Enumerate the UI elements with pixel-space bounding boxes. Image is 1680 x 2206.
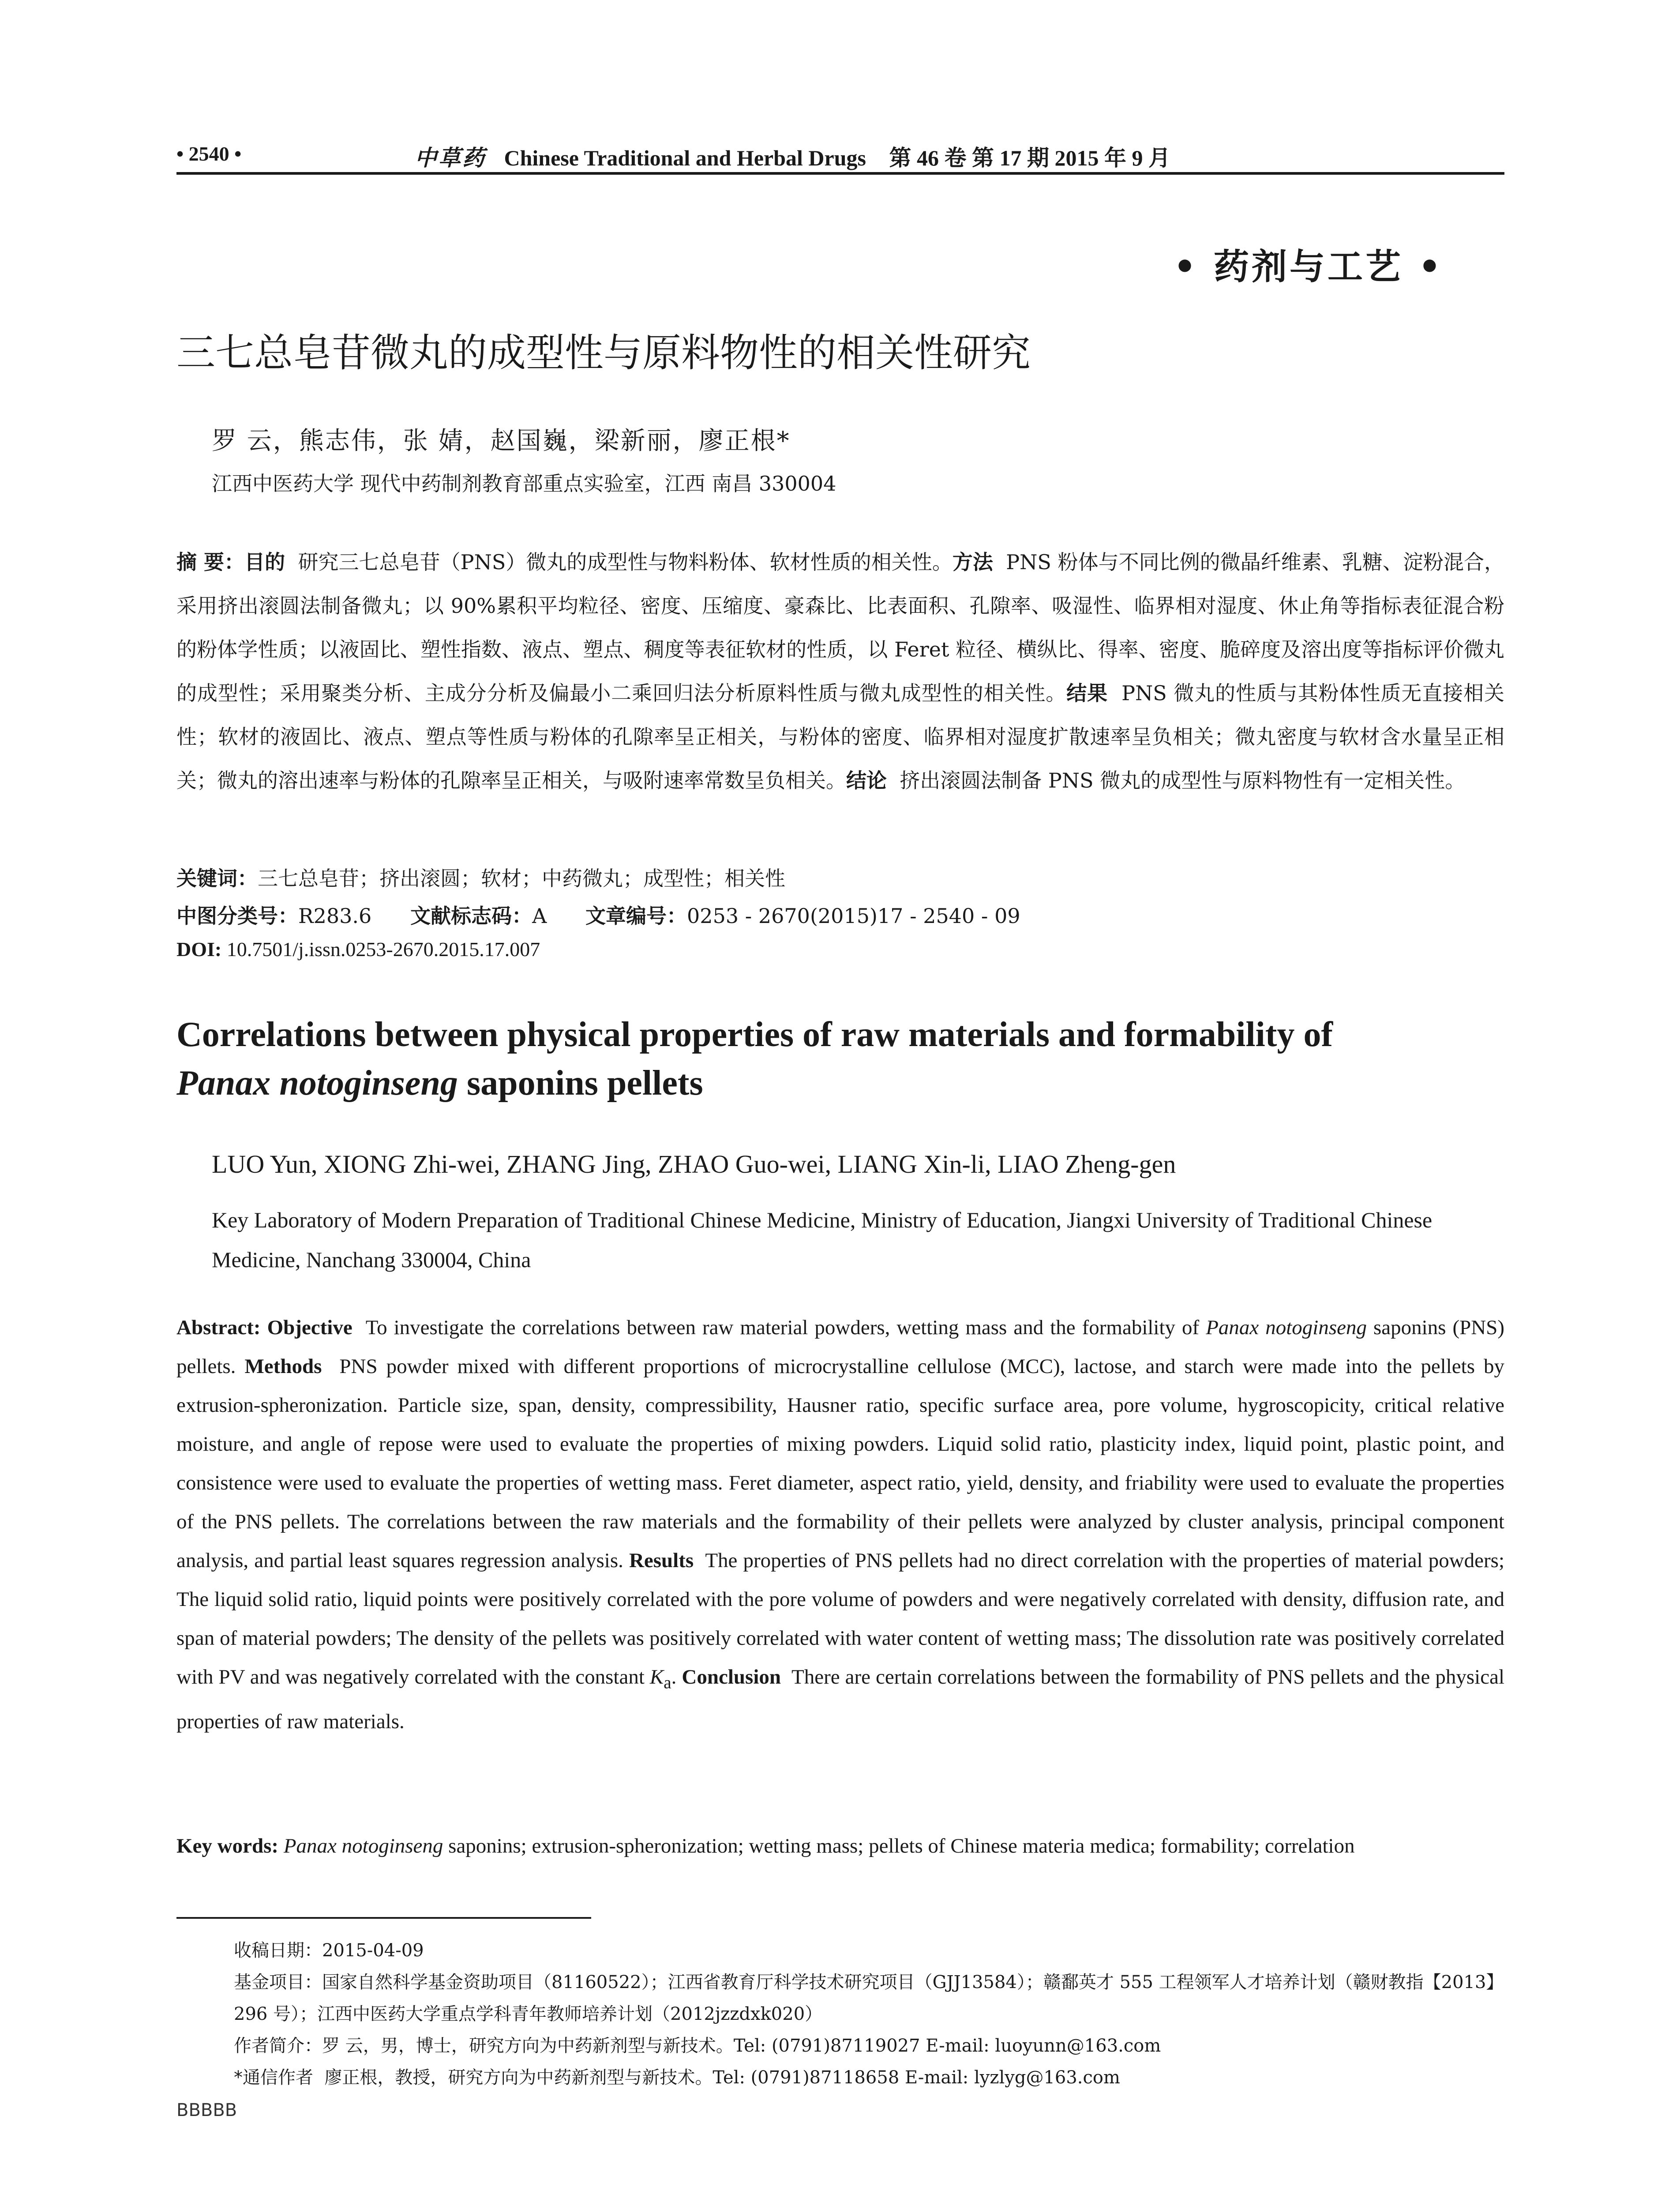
received-date: 2015-04-09 (322, 1940, 424, 1961)
title-en-species: Panax notoginseng (176, 1064, 458, 1103)
results-cn-label: 结果 (1066, 681, 1108, 705)
page-mark: BBBBB (176, 2100, 237, 2120)
title-cn: 三七总皂苷微丸的成型性与原料物性的相关性研究 (176, 330, 1031, 375)
column-label: • 药剂与工艺 • (1174, 246, 1444, 287)
footnote-rule (176, 1917, 591, 1919)
results-en-pre: The properties of PNS pellets had no direct correlation with the properties of material powders; The liquid solid ratio, liquid points were positively correlated with the pore volume of powders and were negatively correlated with density, diffusion rate, and span of material powders; The density of the pellets was positively correlated with water content of wetting mass; The dissolution rate was positively correlated with PV and was negatively correlated with the constant (176, 1549, 1505, 1688)
methods-cn-label: 方法 (952, 550, 993, 574)
title-en-line2-rest: saponins pellets (458, 1064, 703, 1103)
received-label: 收稿日期： (234, 1940, 322, 1961)
footnote-author (234, 2030, 1504, 2062)
issue-info: 第 46 卷 第 17 期 2015 年 9 月 (889, 146, 1170, 170)
running-header (415, 140, 1170, 172)
results-en-constant-sub: a (664, 1673, 671, 1692)
journal-name-en: Chinese Traditional and Herbal Drugs (504, 146, 866, 170)
footnote-received (234, 1935, 1504, 1966)
classification-line (176, 900, 1020, 929)
clc-label: 中图分类号： (176, 904, 298, 928)
conclusion-en: There are certain correlations between the formability of PNS pellets and the physical properties of raw materials. (176, 1666, 1505, 1733)
header-rule (176, 172, 1504, 175)
abstract-cn (176, 540, 1504, 803)
keywords-en-species: Panax notoginseng (283, 1835, 443, 1857)
footnotes (234, 1935, 1504, 2093)
keywords-cn-label: 关键词： (176, 867, 258, 890)
abstract-en-label: Abstract: (176, 1316, 261, 1339)
objective-en-post: saponins (PNS) pellets. (176, 1316, 1505, 1378)
keywords-en-text: saponins; extrusion-spheronization; wetting mass; pellets of Chinese materia medica; formability; correlation (443, 1835, 1355, 1857)
article-no: 0253 - 2670(2015)17 - 2540 - 09 (687, 904, 1020, 928)
corresponding-label: *通信作者 (234, 2067, 313, 2088)
conclusion-cn-label: 结论 (846, 769, 887, 792)
results-en-label: Results (629, 1549, 694, 1572)
affiliation-en: Key Laboratory of Modern Preparation of Traditional Chinese Medicine, Ministry of Education, Jiangxi University of Traditional Chinese Medicine, Nanchang 330004, China (212, 1208, 1432, 1272)
objective-cn: 研究三七总皂苷（PNS）微丸的成型性与物料粉体、软材性质的相关性。 (298, 550, 952, 574)
fund-label: 基金项目： (234, 1972, 322, 1992)
doi-line (176, 938, 540, 961)
title-en-line2 (176, 1059, 1504, 1107)
objective-en-species: Panax notoginseng (1206, 1316, 1367, 1339)
author-bio-label: 作者简介： (234, 2036, 322, 2056)
doc-code-label: 文献标志码： (410, 904, 532, 928)
abstract-en (176, 1308, 1504, 1741)
objective-cn-label: 目的 (244, 550, 285, 574)
methods-cn: PNS 粉体与不同比例的微晶纤维素、乳糖、淀粉混合，采用挤出滚圆法制备微丸；以 90%累积平均粒径、密度、压缩度、豪森比、比表面积、孔隙率、吸湿性、临界相对湿度、休止角等指标表征混合粉的粉体学性质；以液固比、塑性指数、液点、塑点、稠度等表征软材的性质，以 Feret 粒径、横纵比、得率、密度、脆碎度及溶出度等指标评价微丸的成型性；采用聚类分析、主成分分析及偏最小二乘回归法分析原料性质与微丸成型性的相关性。 (176, 550, 1505, 705)
conclusion-cn: 挤出滚圆法制备 PNS 微丸的成型性与原料物性有一定相关性。 (900, 769, 1466, 792)
results-en-post: . (671, 1666, 677, 1688)
footnote-corresponding (234, 2062, 1504, 2093)
journal-name-cn: 中草药 (415, 145, 486, 171)
methods-en-label: Methods (244, 1355, 322, 1378)
doc-code: A (532, 904, 547, 928)
page-number: • 2540 • (176, 143, 242, 165)
methods-en: PNS powder mixed with different proportions of microcrystalline cellulose (MCC), lactose, and starch were made into the pellets by extrusion-spheronization. Particle size, span, density, compressibility, Hausner ratio, specific surface area, pore volume, hygroscopicity, critical relative moisture, and angle of repose were used to evaluate the properties of mixing powders. Liquid solid ratio, plasticity index, liquid point, plastic point, and consistence were used to evaluate the properties of wetting mass. Feret diameter, aspect ratio, yield, density, and friability were used to evaluate the properties of the PNS pellets. The correlations between the raw materials and the formability of their pellets were analyzed by cluster analysis, principal component analysis, and partial least squares regression analysis. (176, 1355, 1505, 1572)
author-bio: 罗 云，男，博士，研究方向为中药新剂型与新技术。Tel: (0791)87119027 E-mail: luoyunn@163.com (322, 2036, 1161, 2056)
fund-text: 国家自然科学基金资助项目（81160522）；江西省教育厅科学技术研究项目（GJJ13584）；赣鄱英才 555 工程领军人才培养计划（赣财教指【2013】296 号）；江西中医药大学重点学科青年教师培养计划（2012jzzdxk020） (234, 1972, 1504, 2024)
abstract-cn-label: 摘 要： (176, 550, 245, 574)
title-en-line1: Correlations between physical properties of raw materials and formability of (176, 1015, 1333, 1054)
keywords-en-label: Key words: (176, 1835, 279, 1857)
footnote-fund (234, 1966, 1504, 2030)
results-cn: PNS 微丸的性质与其粉体性质无直接相关性；软材的液固比、液点、塑点等性质与粉体的孔隙率呈正相关，与粉体的密度、临界相对湿度扩散速率呈负相关；微丸密度与软材含水量呈正相关；微丸的溶出速率与粉体的孔隙率呈正相关，与吸附速率常数呈负相关。 (176, 681, 1505, 792)
doi-label: DOI: (176, 938, 222, 960)
results-en-constant: K (649, 1666, 664, 1688)
clc-code: R283.6 (298, 904, 372, 928)
conclusion-en-label: Conclusion (682, 1666, 781, 1688)
affiliation-cn: 江西中医药大学 现代中药制剂教育部重点实验室，江西 南昌 330004 (212, 472, 836, 495)
article-no-label: 文章编号： (585, 904, 687, 928)
corresponding-text: 廖正根，教授，研究方向为中药新剂型与新技术。Tel: (0791)87118658 E-mail: lyzlyg@163.com (324, 2067, 1120, 2088)
keywords-cn-text: 三七总皂苷；挤出滚圆；软材；中药微丸；成型性；相关性 (258, 867, 785, 890)
keywords-en (176, 1827, 1504, 1865)
authors-en: LUO Yun, XIONG Zhi-wei, ZHANG Jing, ZHAO Guo-wei, LIANG Xin-li, LIAO Zheng-gen (212, 1150, 1176, 1178)
title-en (176, 1010, 1504, 1107)
objective-en-label: Objective (267, 1316, 352, 1339)
keywords-cn (176, 863, 785, 892)
authors-cn: 罗 云，熊志伟，张 婧，赵国巍，梁新丽，廖正根* (212, 427, 791, 455)
objective-en-pre: To investigate the correlations between raw material powders, wetting mass and the formability of (365, 1316, 1206, 1339)
doi-link[interactable]: 10.7501/j.issn.0253-2670.2015.17.007 (226, 938, 540, 960)
